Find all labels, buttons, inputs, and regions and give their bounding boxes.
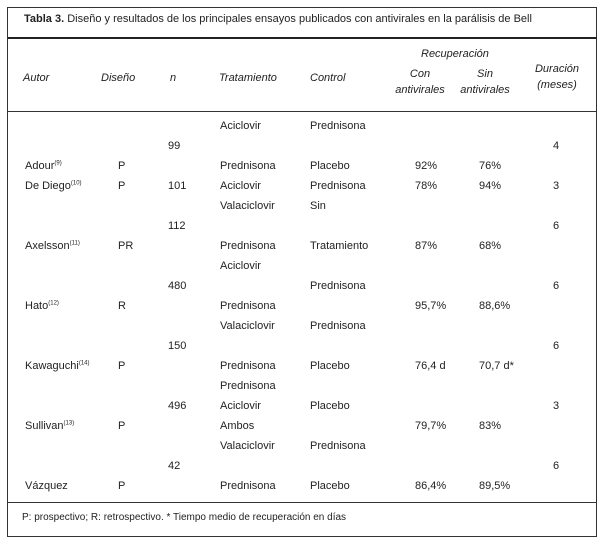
row-dediego-con: 78% [415, 180, 438, 192]
row-vazquez-duracion: 6 [553, 460, 560, 472]
row-sullivan-con: 79,7% [415, 420, 447, 432]
row-hato-diseno: R [118, 300, 126, 312]
header-con-line2: antivirales [395, 84, 445, 96]
header-sin-line1: Sin [477, 68, 493, 80]
row-vazquez-tratamiento-1: Valaciclovir [220, 440, 275, 452]
row-kawaguchi-diseno: P [118, 360, 126, 372]
row-adour-autor: Adour$^{(9)}$ [25, 160, 62, 172]
row-kawaguchi-control-2: Placebo [310, 360, 350, 372]
row-sullivan-duracion: 3 [553, 400, 560, 412]
row-adour-sin: 76% [479, 160, 502, 172]
row-axelsson-tratamiento-2: Prednisona [220, 240, 276, 252]
row-hato-autor: Hato$^{(12)}$ [25, 300, 59, 312]
row-axelsson-sin: 68% [479, 240, 502, 252]
row-axelsson-n: 112 [168, 220, 186, 232]
row-kawaguchi-n: 150 [168, 340, 187, 352]
header-duracion-line1: Duración [534, 63, 580, 75]
row-dediego-tratamiento: Aciclovir [220, 180, 261, 192]
row-vazquez-sin: 89,5% [479, 480, 511, 492]
row-kawaguchi-tratamiento-2: Prednisona [220, 360, 276, 372]
row-adour-diseno: P [118, 160, 126, 172]
header-recuperacion: Recuperación [421, 48, 489, 60]
header-diseno: Diseño [101, 72, 136, 84]
row-vazquez-n: 42 [168, 460, 181, 472]
row-kawaguchi-tratamiento-1: Valaciclovir [220, 320, 275, 332]
row-adour-tratamiento-1: Aciclovir [220, 120, 261, 132]
row-adour-con: 92% [415, 160, 438, 172]
row-axelsson-control-1: Sin [310, 200, 326, 212]
row-vazquez-control-2: Placebo [310, 480, 350, 492]
row-kawaguchi-duracion: 6 [553, 340, 560, 352]
row-hato-con: 95,7% [415, 300, 447, 312]
table-caption [24, 13, 532, 25]
row-axelsson-autor: Axelsson$^{(11)}$ [25, 240, 80, 252]
row-vazquez-diseno: P [118, 480, 126, 492]
row-sullivan-tratamiento-3: Ambos [220, 420, 255, 432]
header-sin-line2: antivirales [460, 84, 510, 96]
row-adour-duracion: 4 [553, 140, 560, 152]
row-dediego-duracion: 3 [553, 180, 560, 192]
row-hato-duracion: 6 [553, 280, 560, 292]
row-axelsson-control-2: Tratamiento [310, 240, 369, 252]
header-duracion-line2: (meses) [537, 79, 577, 91]
header-con-line1: Con [409, 68, 431, 80]
row-dediego-autor: De Diego$^{(10)}$ [25, 180, 82, 192]
row-axelsson-con: 87% [415, 240, 438, 252]
row-dediego-n: 101 [168, 180, 187, 192]
row-adour-tratamiento-2: Prednisona [220, 160, 276, 172]
row-adour-control-1: Prednisona [310, 120, 366, 132]
row-sullivan-tratamiento-2: Aciclovir [220, 400, 261, 412]
row-hato-sin: 88,6% [479, 300, 511, 312]
header-bottom-rule [8, 111, 597, 112]
row-kawaguchi-sin: 70,7 d* [479, 360, 514, 372]
header-top-rule [8, 37, 597, 39]
row-axelsson-duracion: 6 [553, 220, 560, 232]
caption-label: Tabla 3. [24, 13, 65, 25]
row-vazquez-tratamiento-2: Prednisona [220, 480, 276, 492]
caption-text: Diseño y resultados de los principales ensayos publicados con antivirales en la parálisis de Bell [67, 13, 532, 25]
row-dediego-sin: 94% [479, 180, 502, 192]
table-footnote: P: prospectivo; R: retrospectivo. * Tiempo medio de recuperación en días [22, 512, 347, 523]
row-hato-tratamiento-2: Prednisona [220, 300, 276, 312]
row-axelsson-tratamiento-1: Valaciclovir [220, 200, 275, 212]
row-vazquez-con: 86,4% [415, 480, 447, 492]
row-axelsson-diseno: PR [118, 240, 134, 252]
row-vazquez-control-1: Prednisona [310, 440, 366, 452]
row-hato-tratamiento-1: Aciclovir [220, 260, 261, 272]
header-tratamiento: Tratamiento [219, 72, 277, 84]
row-sullivan-control: Placebo [310, 400, 350, 412]
row-vazquez-autor: Vázquez [25, 480, 68, 492]
row-sullivan-sin: 83% [479, 420, 502, 432]
row-dediego-diseno: P [118, 180, 126, 192]
row-sullivan-diseno: P [118, 420, 126, 432]
row-kawaguchi-autor: Kawaguchi$^{(14)}$ [25, 360, 90, 372]
row-adour-control-2: Placebo [310, 160, 350, 172]
row-adour-n: 99 [168, 140, 181, 152]
row-sullivan-autor: Sullivan$^{(13)}$ [25, 420, 75, 432]
header-n: n [170, 72, 177, 84]
row-dediego-control: Prednisona [310, 180, 366, 192]
row-sullivan-n: 496 [168, 400, 187, 412]
table-bottom-rule [8, 502, 597, 503]
row-sullivan-tratamiento-1: Prednisona [220, 380, 276, 392]
row-kawaguchi-con: 76,4 d [415, 360, 446, 372]
row-kawaguchi-control-1: Prednisona [310, 320, 366, 332]
row-hato-control: Prednisona [310, 280, 366, 292]
row-hato-n: 480 [168, 280, 187, 292]
header-autor: Autor [23, 72, 50, 84]
header-control: Control [310, 72, 346, 84]
